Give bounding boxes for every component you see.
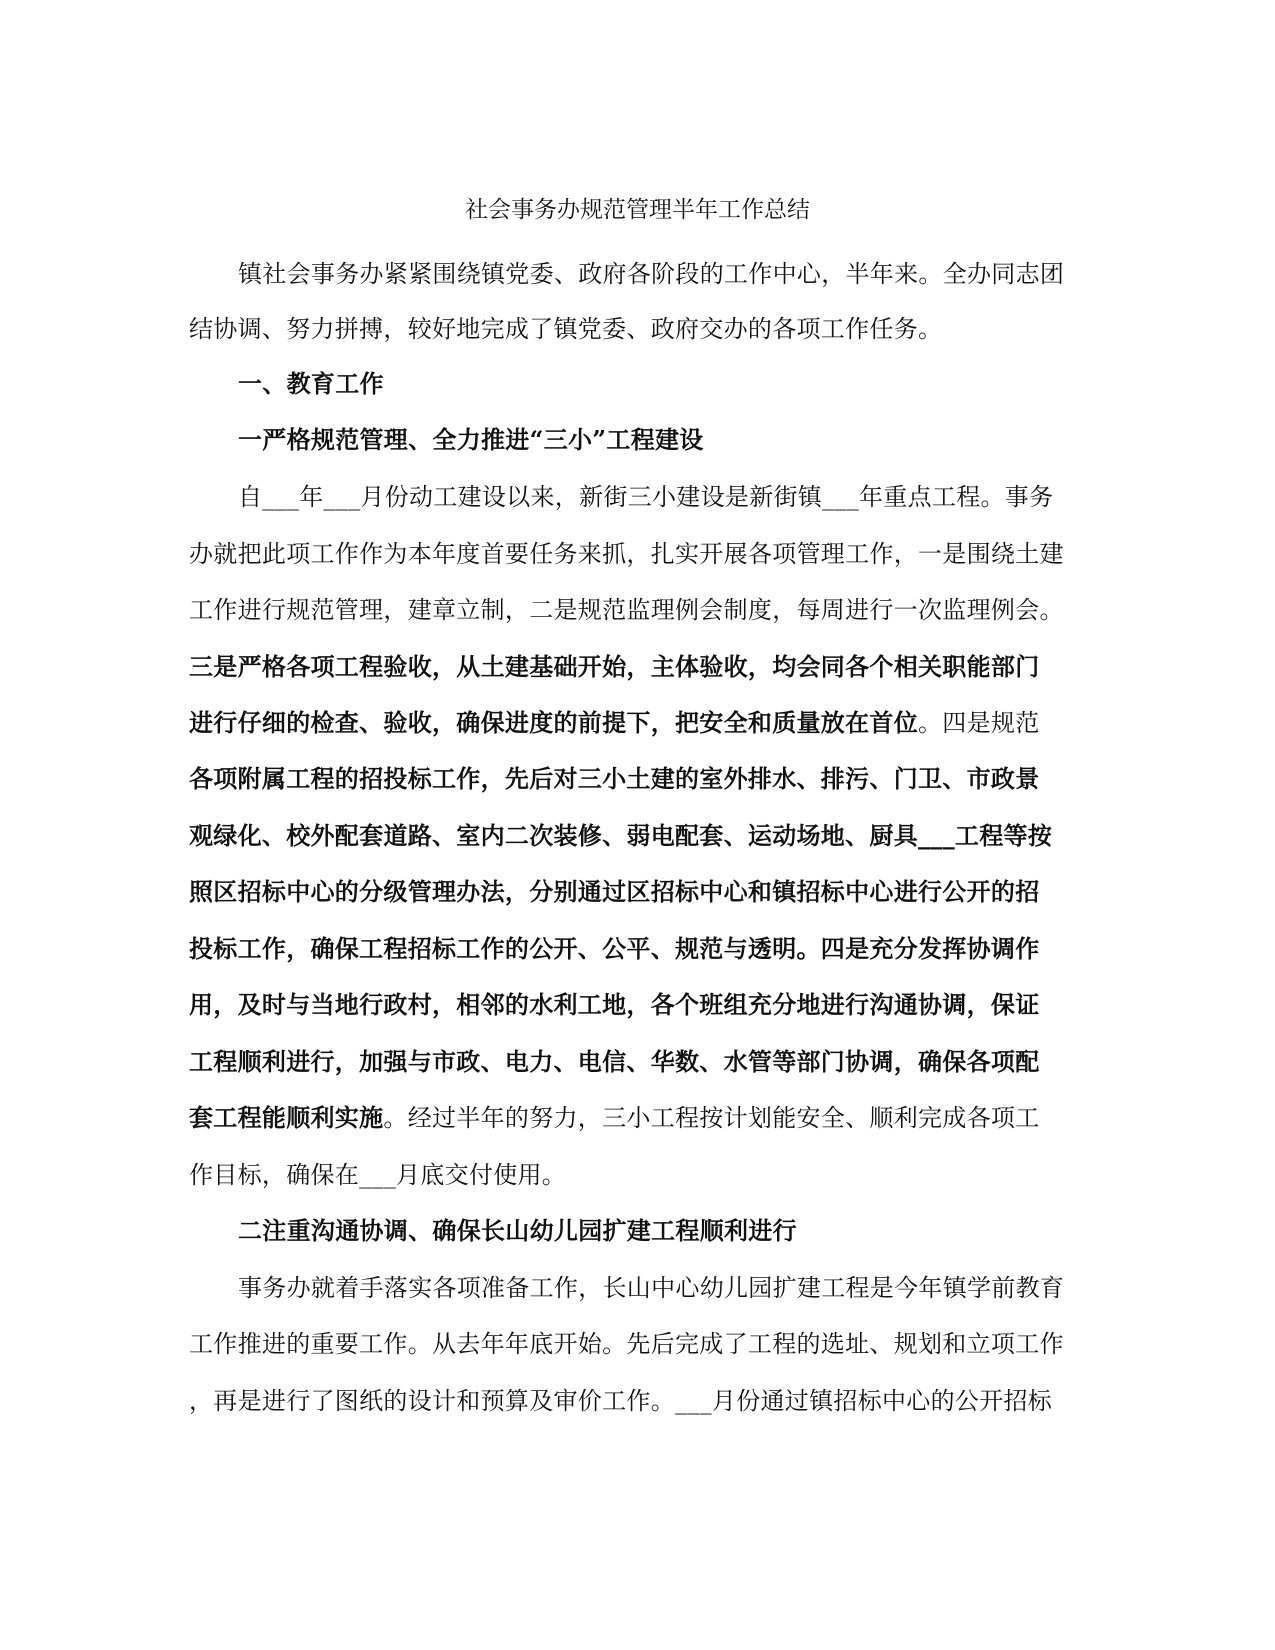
paragraph-line: 镇社会事务办紧紧围绕镇党委、政府各阶段的工作中心，半年来。全办同志团 <box>238 260 1065 288</box>
subsection-heading: 二注重沟通协调、确保长山幼儿园扩建工程顺利进行 <box>238 1216 797 1245</box>
document-title: 社会事务办规范管理半年工作总结 <box>465 197 810 223</box>
paragraph-line: 事务办就着手落实各项准备工作，长山中心幼儿园扩建工程是今年镇学前教育 <box>238 1274 1065 1302</box>
paragraph-line: 自___年___月份动工建设以来，新街三小建设是新街镇___年重点工程。事务 <box>238 483 1054 511</box>
bold-run: 进行仔细的检查、验收，确保进度的前提下，把安全和质量放在首位 <box>189 708 918 737</box>
paragraph-line <box>189 1098 1040 1138</box>
bold-run: 套工程能顺利实施 <box>189 1103 384 1132</box>
paragraph-line: 办就把此项工作作为本年度首要任务来抓，扎实开展各项管理工作，一是围绕土建 <box>189 540 1064 568</box>
bold-run: 。四是充分发挥协调作 <box>796 934 1040 963</box>
paragraph-line: 观绿化、校外配套道路、室内二次装修、弱电配套、运动场地、厨具___工程等按 <box>189 821 1053 850</box>
paragraph-line: 照区招标中心的分级管理办法，分别通过区招标中心和镇招标中心进行公开的招 <box>189 877 1040 906</box>
paragraph-line: 各项附属工程的招投标工作，先后对三小土建的室外排水、排污、门卫、市政景 <box>189 764 1040 793</box>
paragraph-line: 用，及时与当地行政村，相邻的水利工地，各个班组充分地进行沟通协调，保证 <box>189 990 1040 1019</box>
paragraph-line <box>189 703 1040 743</box>
normal-run: 。四是规范 <box>918 709 1040 737</box>
normal-run: 。经过半年的努力，三小工程按计划能安全、顺利完成各项工 <box>383 1104 1040 1132</box>
paragraph-line: 工程顺利进行，加强与市政、电力、电信、华数、水管等部门协调，确保各项配 <box>189 1047 1040 1076</box>
paragraph-line: 三是严格各项工程验收，从土建基础开始，主体验收，均会同各个相关职能部门 <box>189 652 1040 681</box>
paragraph-line <box>189 929 1040 969</box>
paragraph-line: 工作进行规范管理，建章立制，二是规范监理例会制度，每周进行一次监理例会。 <box>189 596 1064 624</box>
section-heading: 一、教育工作 <box>238 369 384 398</box>
paragraph-line: 作目标，确保在___月底交付使用。 <box>189 1161 567 1189</box>
subsection-heading: 一严格规范管理、全力推进“三小”工程建设 <box>238 425 704 454</box>
paragraph-line: 工作推进的重要工作。从去年年底开始。先后完成了工程的选址、规划和立项工作 <box>189 1330 1064 1358</box>
paragraph-line: 结协调、努力拼搏，较好地完成了镇党委、政府交办的各项工作任务。 <box>189 315 943 343</box>
paragraph-line: ，再是进行了图纸的设计和预算及审价工作。___月份通过镇招标中心的公开招标 <box>189 1387 1053 1415</box>
bold-run: 投标工作，确保工程招标工作的公开、公平、规范与透明 <box>189 934 797 963</box>
